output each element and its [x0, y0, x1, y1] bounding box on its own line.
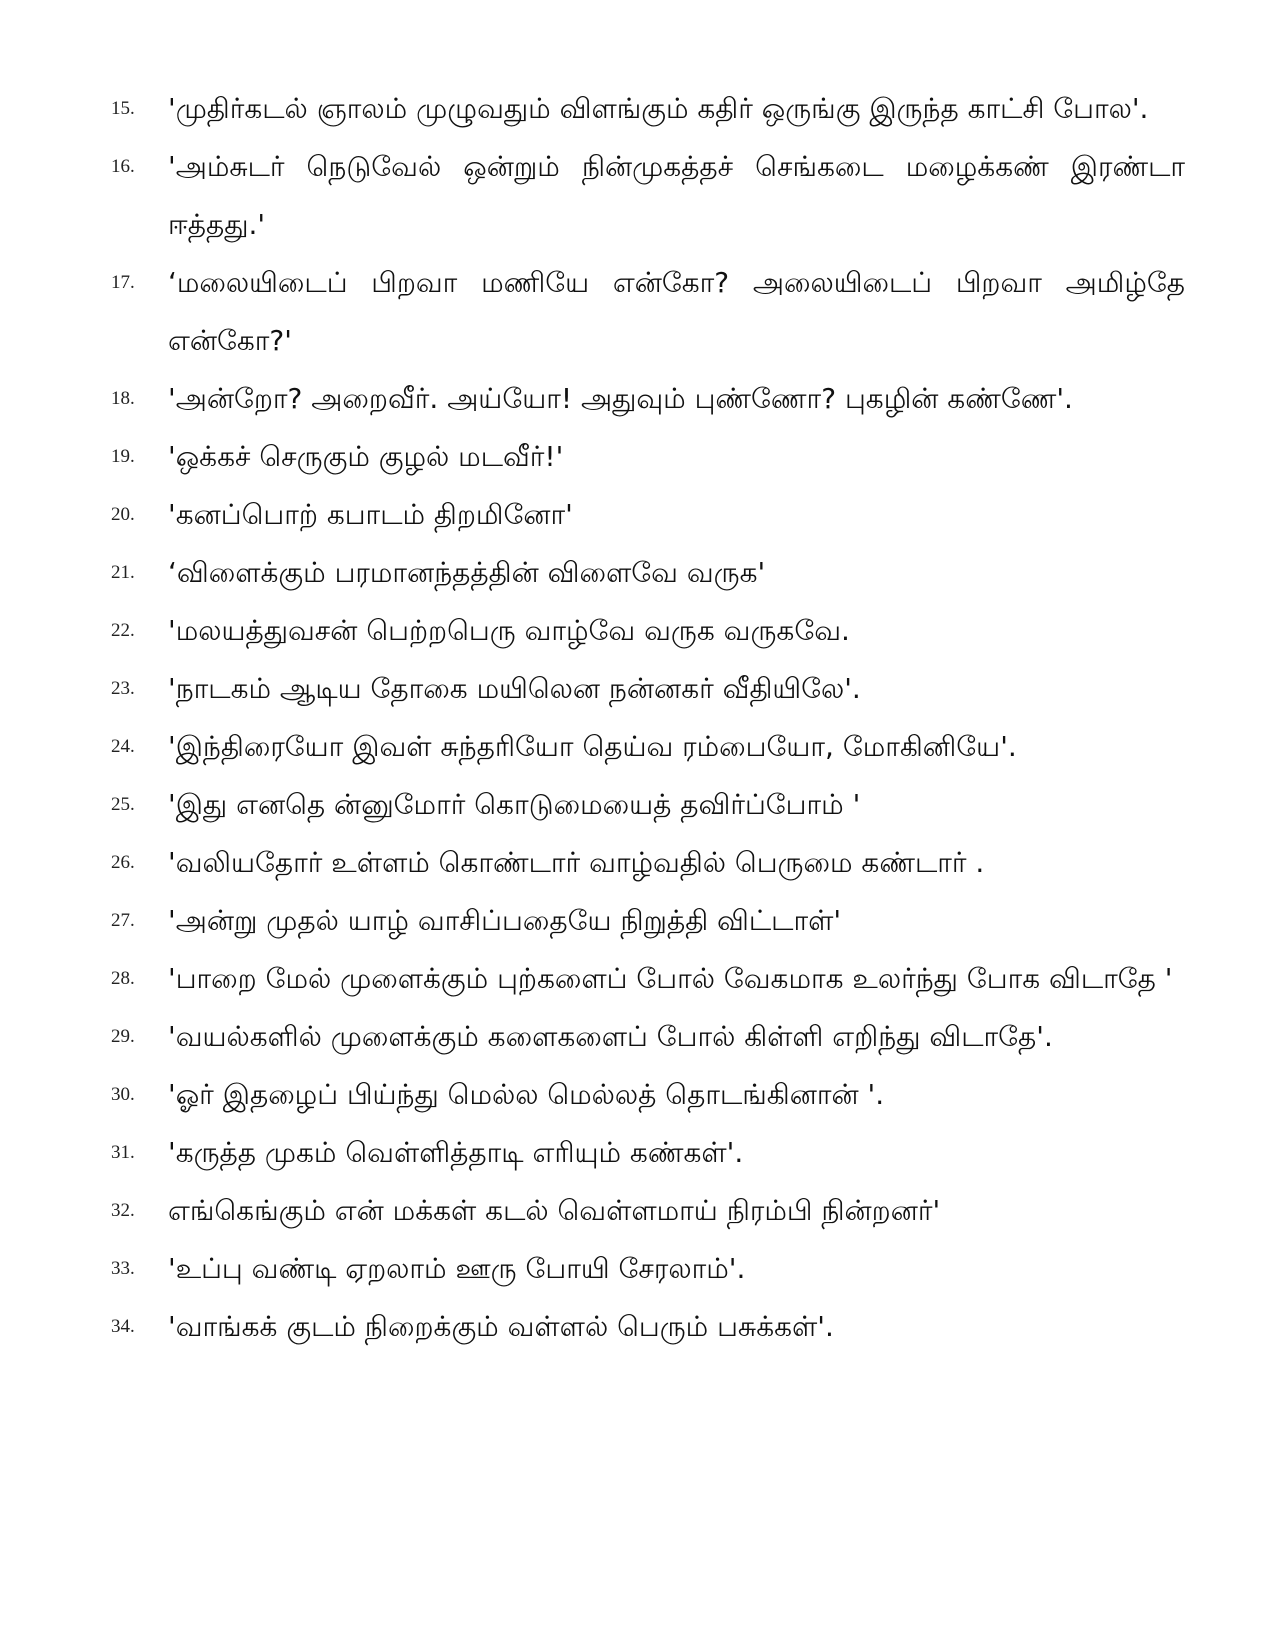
item-number: 24.: [111, 736, 135, 757]
item-number: 21.: [111, 562, 135, 583]
item-number: 34.: [111, 1316, 135, 1337]
item-number: 29.: [111, 1026, 135, 1047]
item-text: ‘மலையிடைப் பிறவா மணியே என்கோ? அலையிடைப் பிறவா அமிழ்தே என்கோ?': [168, 266, 1185, 357]
item-text: 'கருத்த முகம் வெள்ளித்தாடி எரியும் கண்கள்'.: [168, 1136, 744, 1169]
item-text: 'இது எனதெ ன்னுமோர் கொடுமையைத் தவிர்ப்போம் ': [168, 788, 861, 821]
item-text: 'அன்றோ? அறைவீர். அய்யோ! அதுவும் புண்ணோ? புகழின் கண்ணே'.: [168, 382, 1073, 415]
item-text: 'நாடகம் ஆடிய தோகை மயிலென நன்னகர் வீதியிலே'.: [168, 672, 861, 705]
item-number: 30.: [111, 1084, 135, 1105]
list-item: [0, 1008, 1185, 1066]
item-number: 26.: [111, 852, 135, 873]
list-item: [0, 138, 1185, 254]
item-number: 22.: [111, 620, 135, 641]
list-item: [0, 1124, 1185, 1182]
list-item: [0, 1240, 1185, 1298]
item-number: 18.: [111, 388, 135, 409]
item-number: 33.: [111, 1258, 135, 1279]
item-number: 17.: [111, 272, 135, 293]
numbered-quote-list: [0, 80, 1275, 1356]
list-item: [0, 80, 1185, 138]
list-item: [0, 1182, 1185, 1240]
list-item: [0, 718, 1185, 776]
list-item: [0, 660, 1185, 718]
item-number: 27.: [111, 910, 135, 931]
list-item: [0, 776, 1185, 834]
item-text: 'ஓர் இதழைப் பிய்ந்து மெல்ல மெல்லத் தொடங்கினான் '.: [168, 1078, 885, 1111]
item-number: 23.: [111, 678, 135, 699]
item-text: 'வாங்கக் குடம் நிறைக்கும் வள்ளல் பெரும் பசுக்கள்'.: [168, 1310, 834, 1343]
item-text: 'மலயத்துவசன் பெற்றபெரு வாழ்வே வருக வருகவே.: [168, 614, 850, 647]
item-text: ‘விளைக்கும் பரமானந்தத்தின் விளைவே வருக': [168, 556, 766, 589]
item-number: 31.: [111, 1142, 135, 1163]
list-item: [0, 1298, 1185, 1356]
list-item: [0, 892, 1185, 950]
item-text: 'அம்சுடர் நெடுவேல் ஒன்றும் நின்முகத்தச் செங்கடை மழைக்கண் இரண்டா ஈத்தது.': [168, 150, 1185, 241]
item-number: 20.: [111, 504, 135, 525]
item-text: எங்கெங்கும் என் மக்கள் கடல் வெள்ளமாய் நிரம்பி நின்றனர்': [168, 1194, 941, 1227]
item-text: 'உப்பு வண்டி ஏறலாம் ஊரு போயி சேரலாம்'.: [168, 1252, 746, 1285]
list-item: [0, 486, 1185, 544]
item-text: 'முதிர்கடல் ஞாலம் முழுவதும் விளங்கும் கதிர் ஒருங்கு இருந்த காட்சி போல'.: [168, 92, 1149, 125]
item-text: 'வயல்களில் முளைக்கும் களைகளைப் போல் கிள்ளி எறிந்து விடாதே'.: [168, 1020, 1053, 1053]
list-item: [0, 950, 1185, 1008]
item-text: 'வலியதோர் உள்ளம் கொண்டார் வாழ்வதில் பெருமை கண்டார் .: [168, 846, 985, 879]
list-item: [0, 370, 1185, 428]
list-item: [0, 834, 1185, 892]
item-text: 'கனப்பொற் கபாடம் திறமினோ': [168, 498, 573, 531]
item-number: 25.: [111, 794, 135, 815]
list-item: [0, 254, 1185, 370]
item-number: 28.: [111, 968, 135, 989]
item-number: 15.: [111, 98, 135, 119]
item-text: 'இந்திரையோ இவள் சுந்தரியோ தெய்வ ரம்பையோ, மோகினியே'.: [168, 730, 1017, 763]
item-text: 'அன்று முதல் யாழ் வாசிப்பதையே நிறுத்தி விட்டாள்': [168, 904, 842, 937]
list-item: [0, 544, 1185, 602]
item-number: 16.: [111, 156, 135, 177]
list-item: [0, 428, 1185, 486]
item-text: 'பாறை மேல் முளைக்கும் புற்களைப் போல் வேகமாக உலர்ந்து போக விடாதே ': [168, 962, 1173, 995]
item-number: 19.: [111, 446, 135, 467]
list-item: [0, 602, 1185, 660]
list-item: [0, 1066, 1185, 1124]
item-number: 32.: [111, 1200, 135, 1221]
item-text: 'ஒக்கச் செருகும் குழல் மடவீர்!': [168, 440, 564, 473]
